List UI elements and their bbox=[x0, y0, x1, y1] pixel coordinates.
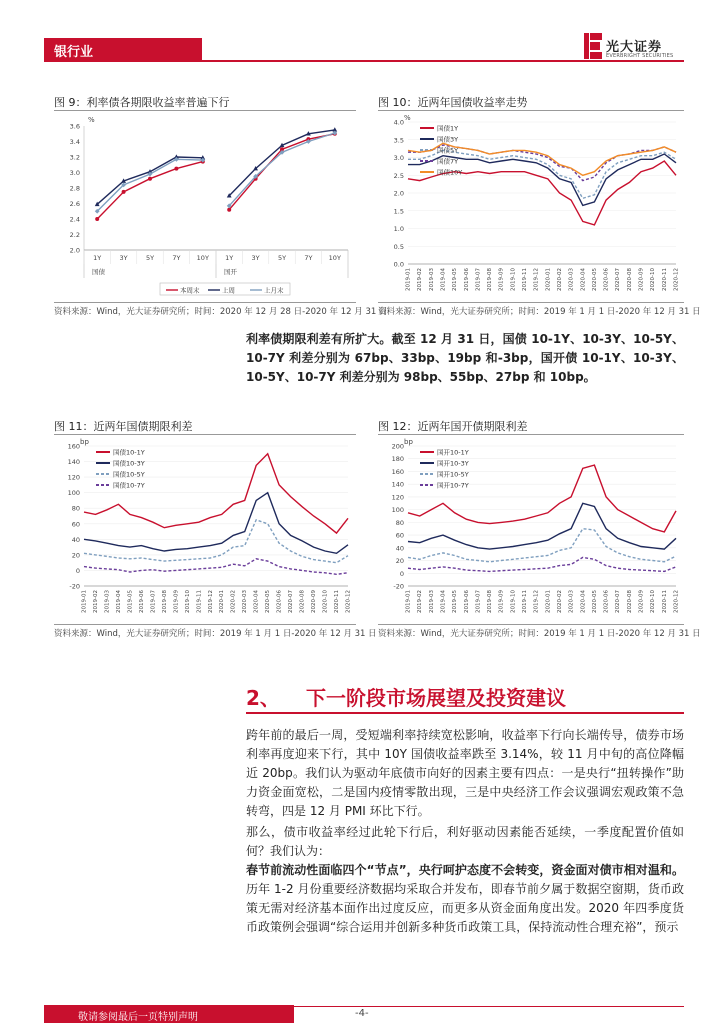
fig10-y-tick: 1.0 bbox=[393, 225, 404, 233]
fig12-y-tick: 80 bbox=[395, 518, 404, 527]
fig9-x-tick: 3Y bbox=[119, 254, 128, 262]
sector-label: 银行业 bbox=[44, 38, 202, 62]
fig10-x-tick: 2020-08 bbox=[626, 268, 633, 291]
fig10-x-tick: 2020-02 bbox=[556, 268, 563, 291]
fig10-x-tick: 2019-01 bbox=[405, 268, 412, 291]
fig11-chart bbox=[54, 436, 356, 624]
fig10-x-tick: 2019-08 bbox=[487, 268, 494, 291]
fig10-x-tick: 2019-04 bbox=[440, 268, 447, 291]
fig11-x-tick: 2019-12 bbox=[207, 590, 214, 613]
brand-sub: EVERBRIGHT SECURITIES bbox=[606, 53, 674, 59]
body-paragraph-3-rest: 历年 1-2 月份重要经济数据均采取合并发布，即春节前夕属于数据空窗期，货币政策无需对经济基本面作出过度反应，而更多从资金面角度出发。2020 年四季度货币政策例会强调“综合运用并创新多种货币政策工具，保持流动性合理充裕”，预示 bbox=[246, 882, 684, 934]
fig12-source: 资料来源：Wind，光大证券研究所；时间：2019 年 1 月 1 日-2020 年 12 月 31 日 bbox=[378, 629, 701, 639]
fig11-x-tick: 2020-08 bbox=[299, 590, 306, 613]
fig10-x-tick: 2019-02 bbox=[417, 268, 424, 291]
fig10-chart bbox=[378, 112, 684, 302]
fig10-y-tick: 1.5 bbox=[393, 207, 404, 216]
fig11-x-tick: 2019-06 bbox=[138, 590, 145, 613]
fig12-x-tick: 2020-08 bbox=[626, 590, 633, 613]
fig9-point bbox=[95, 217, 99, 221]
fig12-y-tick: 100 bbox=[391, 506, 404, 515]
fig11-y-tick: 60 bbox=[71, 520, 80, 529]
fig9-x-tick: 7Y bbox=[172, 254, 181, 262]
fig11-legend-label: 国债10-7Y bbox=[113, 481, 145, 490]
fig11-x-tick: 2019-02 bbox=[92, 590, 99, 613]
fig9-series-line bbox=[229, 130, 335, 196]
fig10-x-tick: 2020-06 bbox=[603, 268, 610, 291]
fig9-x-tick: 5Y bbox=[277, 254, 287, 262]
fig9-x-tick: 1Y bbox=[225, 254, 234, 262]
fig12-legend-label: 国开10-1Y bbox=[437, 448, 469, 457]
fig9-x-tick: 7Y bbox=[304, 254, 313, 262]
fig11-y-tick: 100 bbox=[67, 489, 80, 498]
section-number: 2、 bbox=[246, 686, 280, 710]
fig12-x-tick: 2019-04 bbox=[440, 590, 447, 613]
fig9-rule-bottom bbox=[54, 302, 356, 303]
fig11-x-tick: 2020-01 bbox=[219, 590, 226, 613]
fig11-y-tick: 140 bbox=[67, 458, 80, 467]
fig12-y-tick: 180 bbox=[391, 455, 404, 464]
fig9-title: 图 9：利率债各期限收益率普遍下行 bbox=[54, 96, 230, 109]
fig10-x-tick: 2019-10 bbox=[510, 268, 517, 291]
fig12-legend-label: 国开10-5Y bbox=[437, 470, 469, 479]
fig10-x-tick: 2019-12 bbox=[533, 268, 540, 291]
fig10-legend-label: 国债3Y bbox=[437, 135, 459, 144]
fig11-x-tick: 2019-03 bbox=[104, 590, 111, 613]
fig11-source: 资料来源：Wind，光大证券研究所；时间：2019 年 1 月 1 日-2020 年 12 月 31 日 bbox=[54, 629, 377, 639]
fig9-x-tick: 10Y bbox=[196, 254, 209, 262]
fig12-series-line bbox=[408, 503, 676, 549]
fig9-rule bbox=[54, 110, 356, 111]
fig12-legend-label: 国开10-7Y bbox=[437, 481, 469, 490]
fig10-x-tick: 2019-03 bbox=[428, 268, 435, 291]
fig11-legend-label: 国债10-3Y bbox=[113, 459, 145, 468]
fig12-x-tick: 2019-05 bbox=[452, 590, 459, 613]
fig12-x-tick: 2019-11 bbox=[522, 590, 529, 613]
fig12-x-tick: 2020-03 bbox=[568, 590, 575, 613]
fig11-x-tick: 2019-07 bbox=[150, 590, 157, 613]
fig12-x-tick: 2019-01 bbox=[405, 590, 412, 613]
fig12-x-tick: 2020-06 bbox=[603, 590, 610, 613]
fig12-y-tick: 140 bbox=[391, 480, 404, 489]
fig10-y-tick: 0.0 bbox=[393, 260, 404, 269]
fig10-source: 资料来源：Wind，光大证券研究所；时间：2019 年 1 月 1 日-2020 年 12 月 31 日 bbox=[378, 307, 701, 317]
fig12-x-tick: 2020-01 bbox=[545, 590, 552, 613]
fig10-legend-label: 国债1Y bbox=[437, 124, 459, 133]
brand-logo-icon bbox=[584, 33, 602, 59]
fig10-y-tick: 3.5 bbox=[393, 136, 404, 145]
fig12-x-tick: 2020-02 bbox=[556, 590, 563, 613]
fig11-x-tick: 2020-12 bbox=[345, 590, 352, 613]
fig12-y-tick: 200 bbox=[391, 442, 404, 451]
fig11-series-line bbox=[84, 493, 348, 554]
fig12-x-tick: 2020-05 bbox=[591, 590, 598, 613]
fig12-x-tick: 2020-12 bbox=[673, 590, 680, 613]
fig11-rule-bottom bbox=[54, 624, 356, 625]
fig12-rule bbox=[378, 434, 684, 435]
fig11-x-tick: 2019-04 bbox=[115, 590, 122, 613]
fig12-y-tick: 0 bbox=[399, 569, 404, 578]
fig11-y-tick: 40 bbox=[71, 535, 80, 544]
fig10-x-tick: 2019-07 bbox=[475, 268, 482, 291]
fig10-y-unit: % bbox=[404, 114, 411, 122]
fig12-x-tick: 2019-12 bbox=[533, 590, 540, 613]
fig9-y-tick: 2.4 bbox=[69, 215, 80, 224]
fig11-y-tick: 0 bbox=[75, 566, 80, 575]
fig10-x-tick: 2020-12 bbox=[673, 268, 680, 291]
fig9-y-tick: 3.4 bbox=[69, 138, 80, 146]
fig11-series-line bbox=[84, 520, 348, 563]
fig10-x-tick: 2020-03 bbox=[568, 268, 575, 291]
fig10-x-tick: 2020-09 bbox=[638, 268, 645, 291]
fig12-x-tick: 2020-11 bbox=[661, 590, 668, 613]
fig10-y-tick: 0.5 bbox=[393, 242, 404, 251]
fig9-point bbox=[122, 190, 126, 194]
fig11-x-tick: 2020-07 bbox=[288, 590, 295, 613]
fig9-x-tick: 3Y bbox=[251, 254, 260, 262]
fig10-x-tick: 2020-04 bbox=[580, 268, 587, 291]
fig11-y-tick: 20 bbox=[71, 551, 80, 560]
fig9-y-tick: 2.8 bbox=[69, 184, 80, 193]
fig9-source: 资料来源：Wind，光大证券研究所；时间：2020 年 12 月 28 日-2020 年 12 月 31 日 bbox=[54, 307, 388, 317]
fig9-legend-label: 上月末 bbox=[264, 286, 284, 295]
fig12-x-tick: 2020-10 bbox=[650, 590, 657, 613]
fig11-x-tick: 2020-03 bbox=[242, 590, 249, 613]
fig11-title: 图 11：近两年国债期限利差 bbox=[54, 420, 193, 433]
fig11-y-tick: -20 bbox=[69, 582, 80, 591]
spread-paragraph: 利率债期限利差有所扩大。截至 12 月 31 日，国债 10-1Y、10-3Y、10-5Y、10-7Y 利差分别为 67bp、33bp、19bp 和-3bp，国开债 10-1Y、10-3Y、10-5Y、10-7Y 利差分别为 98bp、55bp、27bp 和 10bp。 bbox=[246, 332, 684, 384]
fig11-x-tick: 2019-10 bbox=[184, 590, 191, 613]
brand-logo bbox=[584, 33, 694, 63]
section-title: 下一阶段市场展望及投资建议 bbox=[306, 686, 566, 710]
fig10-legend-label: 国债5Y bbox=[437, 146, 459, 155]
fig10-y-tick: 3.0 bbox=[393, 154, 404, 162]
fig9-x-tick: 1Y bbox=[93, 254, 102, 262]
fig10-rule bbox=[378, 110, 684, 111]
fig12-y-tick: 60 bbox=[395, 531, 404, 540]
fig11-y-tick: 120 bbox=[67, 473, 80, 482]
fig11-x-tick: 2019-01 bbox=[81, 590, 88, 613]
body-paragraph-3 bbox=[246, 861, 684, 937]
fig9-group-label: 国开 bbox=[224, 268, 237, 276]
fig11-y-unit: bp bbox=[80, 438, 89, 446]
fig10-x-tick: 2019-05 bbox=[452, 268, 459, 291]
fig11-x-tick: 2019-09 bbox=[173, 590, 180, 613]
fig9-legend-label: 本周末 bbox=[180, 286, 200, 295]
fig10-legend-label: 国债7Y bbox=[437, 157, 459, 166]
fig12-legend-label: 国开10-3Y bbox=[437, 459, 469, 468]
fig9-y-tick: 3.0 bbox=[69, 169, 80, 177]
fig11-x-tick: 2019-11 bbox=[196, 590, 203, 613]
body-paragraph-1: 跨年前的最后一周，受短端利率持续宽松影响，收益率下行向长端传导，债券市场利率再度迎来下行，其中 10Y 国债收益率跌至 3.14%，较 11 月中旬的高位降幅近 20bp。我们认为驱动年底债市向好的因素主要有四点：一是央行“扭转操作”助力资金面宽松，二是国内疫情零散出现，三是中央经济工作会议强调宏观政策不急转弯，四是 12 月 PMI 环比下行。 bbox=[246, 728, 684, 818]
fig9-x-tick: 5Y bbox=[145, 254, 155, 262]
fig10-legend-label: 国债10Y bbox=[437, 168, 463, 177]
fig10-y-tick: 2.5 bbox=[393, 171, 404, 180]
fig12-y-tick: 160 bbox=[391, 467, 404, 476]
fig12-title: 图 12：近两年国开债期限利差 bbox=[378, 420, 528, 433]
fig9-x-tick: 10Y bbox=[328, 254, 341, 262]
fig9-y-tick: 2.0 bbox=[69, 246, 80, 255]
fig11-series-line bbox=[84, 559, 348, 575]
fig10-x-tick: 2020-11 bbox=[661, 268, 668, 291]
footer-disclaimer: 敬请参阅最后一页特别声明 bbox=[44, 1005, 294, 1023]
fig9-y-unit: % bbox=[88, 116, 95, 124]
fig9-point bbox=[148, 177, 152, 181]
fig11-x-tick: 2020-06 bbox=[276, 590, 283, 613]
fig9-y-tick: 3.2 bbox=[69, 153, 80, 162]
fig10-x-tick: 2020-01 bbox=[545, 268, 552, 291]
fig11-x-tick: 2020-02 bbox=[230, 590, 237, 613]
fig9-legend-label: 上周 bbox=[222, 286, 235, 295]
fig9-y-tick: 3.6 bbox=[69, 122, 80, 131]
fig12-x-tick: 2019-09 bbox=[498, 590, 505, 613]
fig11-x-tick: 2020-11 bbox=[334, 590, 341, 613]
fig12-rule-bottom bbox=[378, 624, 684, 625]
fig10-x-tick: 2019-11 bbox=[522, 268, 529, 291]
fig9-y-tick: 2.2 bbox=[69, 231, 80, 239]
fig12-y-unit: bp bbox=[404, 438, 413, 446]
body-paragraph-2: 那么，债市收益率经过此轮下行后，利好驱动因素能否延续，一季度配置价值如何？我们认为： bbox=[246, 825, 684, 858]
fig10-x-tick: 2019-09 bbox=[498, 268, 505, 291]
fig11-x-tick: 2019-08 bbox=[161, 590, 168, 613]
fig12-series-line bbox=[408, 557, 676, 571]
fig11-y-tick: 80 bbox=[71, 504, 80, 513]
fig11-x-tick: 2020-10 bbox=[322, 590, 329, 613]
fig10-rule-bottom bbox=[378, 302, 684, 303]
fig11-legend-label: 国债10-1Y bbox=[113, 448, 145, 457]
fig11-x-tick: 2020-05 bbox=[265, 590, 272, 613]
fig12-chart bbox=[378, 436, 684, 624]
fig10-title: 图 10：近两年国债收益率走势 bbox=[378, 96, 528, 109]
fig9-y-tick: 2.6 bbox=[69, 200, 80, 208]
fig12-x-tick: 2020-09 bbox=[638, 590, 645, 613]
body-paragraph-3-lead: 春节前流动性面临四个“节点”，央行呵护态度不会转变，资金面对债市相对温和。 bbox=[246, 863, 684, 877]
fig9-group-label: 国债 bbox=[92, 268, 105, 276]
fig11-x-tick: 2020-04 bbox=[253, 590, 260, 613]
fig10-x-tick: 2020-10 bbox=[650, 268, 657, 291]
fig9-chart bbox=[54, 112, 356, 302]
fig10-x-tick: 2020-07 bbox=[615, 268, 622, 291]
fig9-point bbox=[227, 208, 231, 212]
fig11-x-tick: 2020-09 bbox=[311, 590, 318, 613]
fig10-x-tick: 2020-05 bbox=[591, 268, 598, 291]
fig12-y-tick: 20 bbox=[395, 557, 404, 566]
section-heading bbox=[246, 682, 566, 711]
fig12-x-tick: 2019-06 bbox=[463, 590, 470, 613]
fig10-y-tick: 4.0 bbox=[393, 118, 404, 127]
fig12-y-tick: 120 bbox=[391, 493, 404, 502]
fig12-x-tick: 2019-02 bbox=[417, 590, 424, 613]
fig11-x-tick: 2019-05 bbox=[127, 590, 134, 613]
brand-name: 光大证券 bbox=[606, 40, 663, 55]
page-number: -4- bbox=[355, 1008, 369, 1019]
fig12-x-tick: 2020-04 bbox=[580, 590, 587, 613]
fig12-x-tick: 2020-07 bbox=[615, 590, 622, 613]
fig12-x-tick: 2019-07 bbox=[475, 590, 482, 613]
fig10-y-tick: 2.0 bbox=[393, 189, 404, 198]
fig11-y-tick: 160 bbox=[67, 442, 80, 451]
section-divider bbox=[246, 712, 684, 714]
fig12-x-tick: 2019-03 bbox=[428, 590, 435, 613]
fig12-x-tick: 2019-08 bbox=[487, 590, 494, 613]
fig9-point bbox=[174, 167, 178, 171]
fig11-rule bbox=[54, 434, 356, 435]
fig10-x-tick: 2019-06 bbox=[463, 268, 470, 291]
fig11-legend-label: 国债10-5Y bbox=[113, 470, 145, 479]
fig12-y-tick: -20 bbox=[393, 582, 404, 591]
fig12-x-tick: 2019-10 bbox=[510, 590, 517, 613]
fig12-y-tick: 40 bbox=[395, 544, 404, 553]
